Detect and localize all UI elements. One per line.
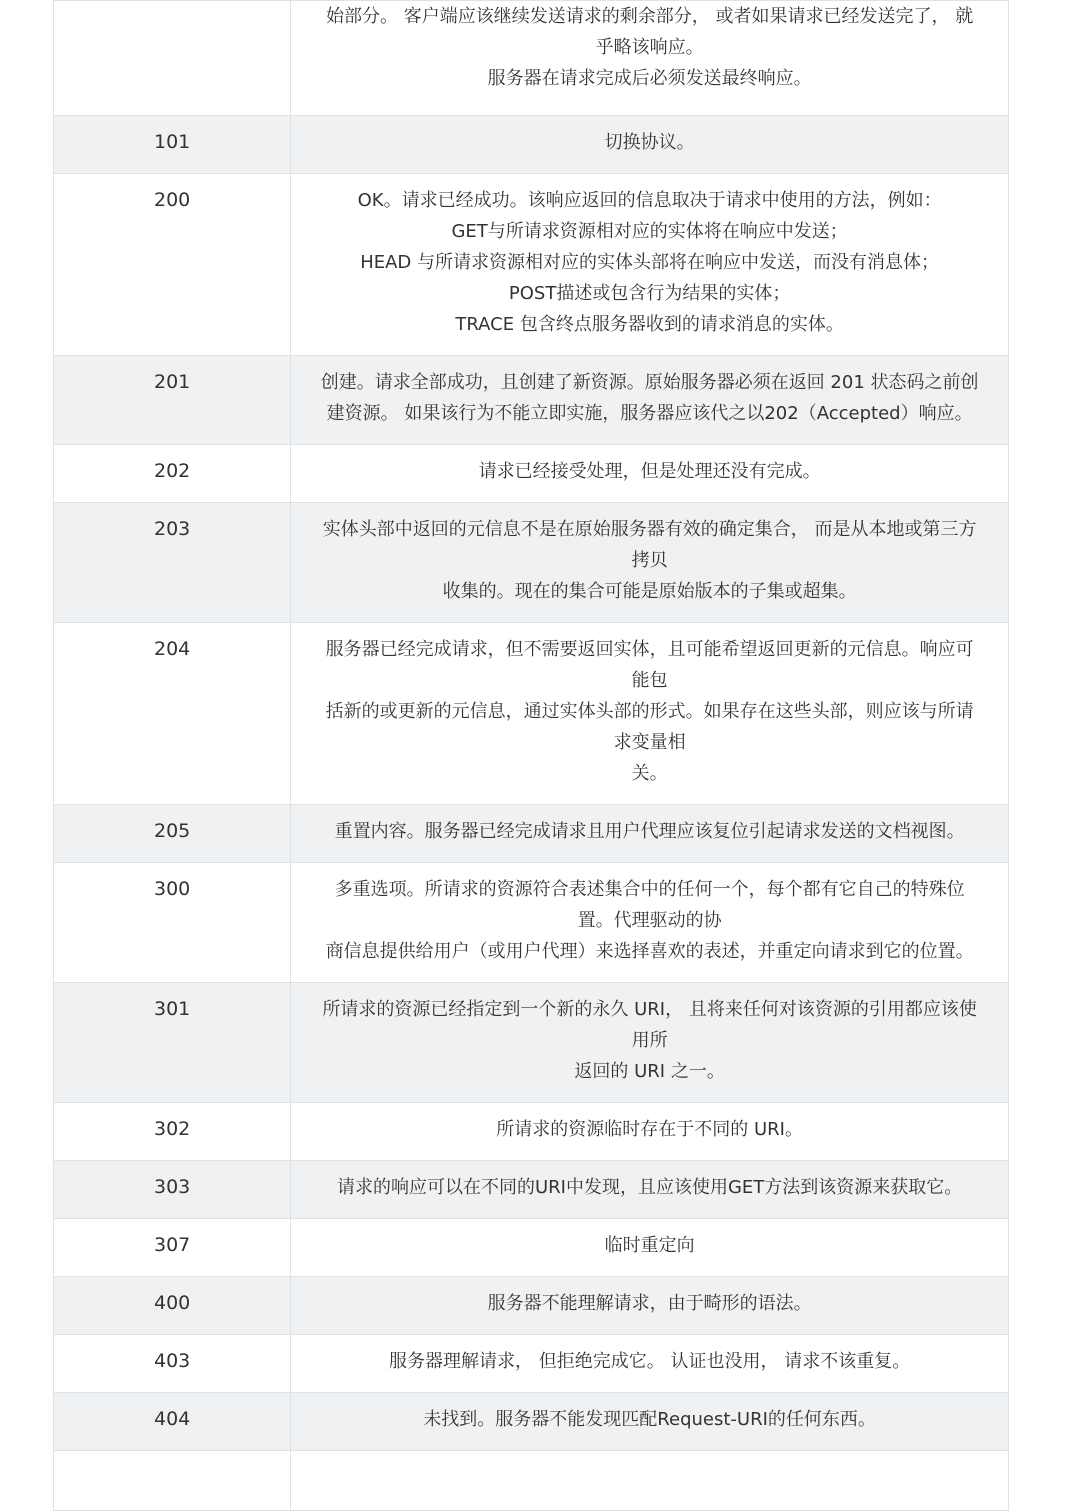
table-row (54, 356, 1009, 445)
table-row (54, 1393, 1009, 1451)
table-row (54, 503, 1009, 623)
description-cell (291, 1219, 1009, 1277)
table-row (54, 1, 1009, 116)
status-code-cell: 400 (54, 1277, 291, 1335)
status-code-cell (54, 1, 291, 116)
description-line: 乎略该响应。 (595, 37, 704, 58)
table-row (54, 116, 1009, 174)
status-code-cell: 200 (54, 174, 291, 356)
description-line: 创建。请求全部成功，且创建了新资源。原始服务器必须在返回 201 状态码之前创 (320, 372, 979, 393)
table-row (54, 1219, 1009, 1277)
description-cell (291, 623, 1009, 805)
description-cell (291, 1393, 1009, 1451)
status-code-cell: 202 (54, 445, 291, 503)
status-code-cell: 203 (54, 503, 291, 623)
http-status-code-table (53, 0, 1009, 1511)
table-row (54, 623, 1009, 805)
table-row (54, 1335, 1009, 1393)
status-code-cell: 403 (54, 1335, 291, 1393)
description-cell (291, 174, 1009, 356)
description-line: 所请求的资源临时存在于不同的 URI。 (496, 1119, 803, 1140)
description-line: 实体头部中返回的元信息不是在原始服务器有效的确定集合， 而是从本地或第三方 (322, 519, 977, 540)
description-cell (291, 805, 1009, 863)
description-line: OK。请求已经成功。该响应返回的信息取决于请求中使用的方法，例如： (357, 190, 942, 211)
description-line: 能包 (631, 670, 668, 691)
description-cell (291, 1335, 1009, 1393)
description-cell (291, 116, 1009, 174)
status-code-cell: 404 (54, 1393, 291, 1451)
status-code-cell: 301 (54, 983, 291, 1103)
description-line: 收集的。现在的集合可能是原始版本的子集或超集。 (442, 581, 857, 602)
description-line: 始部分。 客户端应该继续发送请求的剩余部分， 或者如果请求已经发送完了， 就 (326, 6, 974, 27)
description-cell (291, 1451, 1009, 1511)
description-line: 返回的 URI 之一。 (574, 1061, 725, 1082)
table-row (54, 1277, 1009, 1335)
status-code-cell: 205 (54, 805, 291, 863)
description-line: 请求已经接受处理，但是处理还没有完成。 (478, 461, 821, 482)
status-code-cell: 302 (54, 1103, 291, 1161)
status-code-cell: 303 (54, 1161, 291, 1219)
table-body (54, 1, 1009, 1511)
description-cell (291, 863, 1009, 983)
description-line: 多重选项。所请求的资源符合表述集合中的任何一个，每个都有它自己的特殊位 (334, 879, 965, 900)
description-line: 求变量相 (613, 732, 686, 753)
description-cell (291, 1, 1009, 116)
description-line: 请求的响应可以在不同的URI中发现，且应该使用GET方法到该资源来获取它。 (336, 1177, 963, 1198)
status-code-cell: 101 (54, 116, 291, 174)
description-line: 切换协议。 (604, 132, 695, 153)
description-line: HEAD 与所请求资源相对应的实体头部将在响应中发送，而没有消息体； (360, 252, 940, 273)
description-line: 服务器在请求完成后必须发送最终响应。 (487, 68, 812, 89)
description-cell (291, 445, 1009, 503)
table-row (54, 1103, 1009, 1161)
table-row (54, 445, 1009, 503)
description-cell (291, 1277, 1009, 1335)
description-line: 用所 (631, 1030, 668, 1051)
table-row (54, 1451, 1009, 1511)
table-row (54, 863, 1009, 983)
description-cell (291, 1161, 1009, 1219)
description-cell (291, 503, 1009, 623)
status-code-cell: 300 (54, 863, 291, 983)
description-line: 置。代理驱动的协 (577, 910, 722, 931)
description-cell (291, 356, 1009, 445)
description-line: 临时重定向 (604, 1235, 695, 1256)
table-row (54, 174, 1009, 356)
description-line: 服务器理解请求， 但拒绝完成它。 认证也没用， 请求不该重复。 (389, 1351, 911, 1372)
description-line: 重置内容。服务器已经完成请求且用户代理应该复位引起请求发送的文档视图。 (334, 821, 965, 842)
status-code-cell: 307 (54, 1219, 291, 1277)
description-cell (291, 1103, 1009, 1161)
description-cell (291, 983, 1009, 1103)
description-line: 关。 (631, 763, 668, 784)
description-line: GET与所请求资源相对应的实体将在响应中发送； (451, 221, 848, 242)
table-row (54, 1161, 1009, 1219)
description-line: 括新的或更新的元信息，通过实体头部的形式。如果存在这些头部，则应该与所请 (325, 701, 974, 722)
description-line: 商信息提供给用户（或用户代理）来选择喜欢的表述，并重定向请求到它的位置。 (325, 941, 974, 962)
description-line: 服务器不能理解请求，由于畸形的语法。 (487, 1293, 812, 1314)
description-line: 服务器已经完成请求，但不需要返回实体，且可能希望返回更新的元信息。响应可 (325, 639, 974, 660)
status-code-cell: 201 (54, 356, 291, 445)
status-code-cell (54, 1451, 291, 1511)
table-row (54, 805, 1009, 863)
description-line: 所请求的资源已经指定到一个新的永久 URI， 且将来任何对该资源的引用都应该使 (322, 999, 977, 1020)
description-line: POST描述或包含行为结果的实体； (508, 283, 791, 304)
table-row (54, 983, 1009, 1103)
description-line: 未找到。服务器不能发现匹配Request-URI的任何东西。 (423, 1409, 876, 1430)
description-line: TRACE 包含终点服务器收到的请求消息的实体。 (455, 314, 844, 335)
description-line: 建资源。 如果该行为不能立即实施，服务器应该代之以202（Accepted）响应。 (326, 403, 973, 424)
status-code-cell: 204 (54, 623, 291, 805)
description-line: 拷贝 (631, 550, 668, 571)
